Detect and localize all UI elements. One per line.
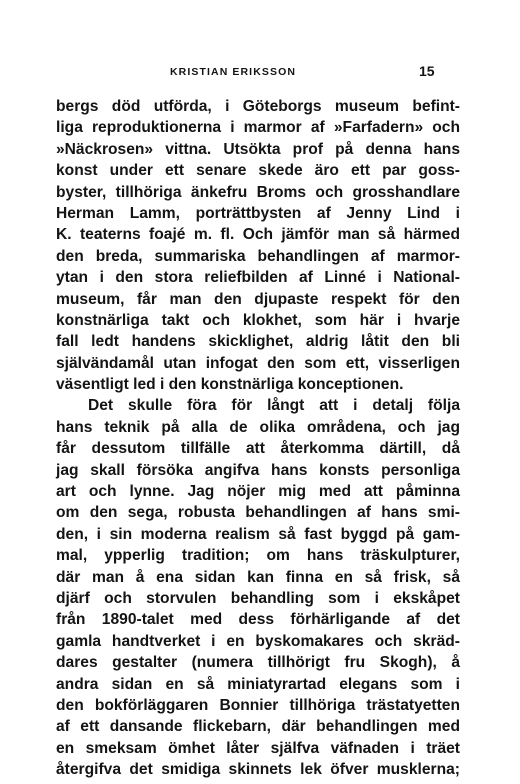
paragraph-start-line: Det skulle föra för långt att i detalj följa: [88, 397, 460, 415]
text-line: Herman Lamm, porträttbysten af Jenny Lind i: [56, 204, 460, 222]
text-line: »Näckrosen» vittna. Utsökta prof på denna hans: [56, 140, 460, 158]
text-line: återgifva det smidiga skinnets lek öfver musklerna;: [56, 761, 460, 779]
text-line: hans teknik på alla de olika områdena, och jag: [56, 418, 460, 436]
text-line: den, i sin moderna realism så fast byggd på gam-: [56, 525, 460, 543]
text-line: gamla handtverket i en byskomakares och skräd-: [56, 632, 460, 650]
text-line: af ett dansande flickebarn, där behandlingen med: [56, 718, 460, 736]
text-line: väsentligt led i den konstnärliga konceptionen.: [56, 376, 404, 394]
text-line: den bokförläggaren Bonnier tillhöriga trästatyetten: [56, 696, 460, 714]
text-line: den breda, summariska behandlingen af marmor-: [56, 247, 460, 265]
text-line: en smeksam ömhet låter själfva väfnaden i träet: [56, 739, 460, 757]
body-text: [56, 96, 460, 781]
text-line: dares gestalter (numera tillhörigt fru Skogh), å: [56, 654, 460, 672]
text-line: jag skall försöka angifva hans konsts personliga: [56, 461, 460, 479]
text-line: från 1890-talet med dess förhärligande af det: [56, 611, 460, 629]
text-line: självändamål utan infogat den som ett, visserligen: [56, 354, 460, 372]
text-line: andra sidan en så miniatyrartad elegans som i: [56, 675, 460, 693]
text-line: där man å ena sidan kan finna en så frisk, så: [56, 568, 460, 586]
running-head: KRISTIAN ERIKSSON: [170, 66, 297, 78]
text-line: museum, får man den djupaste respekt för den: [56, 290, 460, 308]
text-line: djärf och storvulen behandling som i ekskåpet: [56, 589, 460, 607]
text-line: K. teaterns foajé m. fl. Och jämför man så härmed: [56, 226, 460, 244]
text-line: om den sega, robusta behandlingen af hans smi-: [56, 504, 460, 522]
text-line: liga reproduktionerna i marmor af »Farfadern» och: [56, 119, 460, 137]
text-line: byster, tillhöriga änkefru Broms och grosshandlare: [56, 183, 460, 201]
text-line: konstnärliga takt och klokhet, som här i hvarje: [56, 311, 460, 329]
text-line: bergs död utförda, i Göteborgs museum befint-: [56, 98, 460, 115]
text-line: ytan i den stora reliefbilden af Linné i National-: [56, 269, 460, 287]
text-line: art och lynne. Jag nöjer mig med att påminna: [56, 483, 460, 501]
text-line: fall ledt handens skicklighet, aldrig låtit den bli: [56, 333, 460, 351]
text-line: mal, ypperlig tradition; om hans träskulpturer,: [56, 547, 460, 565]
page-number: 15: [419, 63, 435, 79]
text-line: får dessutom tillfälle att återkomma därtill, då: [56, 440, 460, 458]
text-line: konst under ett senare skede äro ett par goss-: [56, 162, 460, 180]
